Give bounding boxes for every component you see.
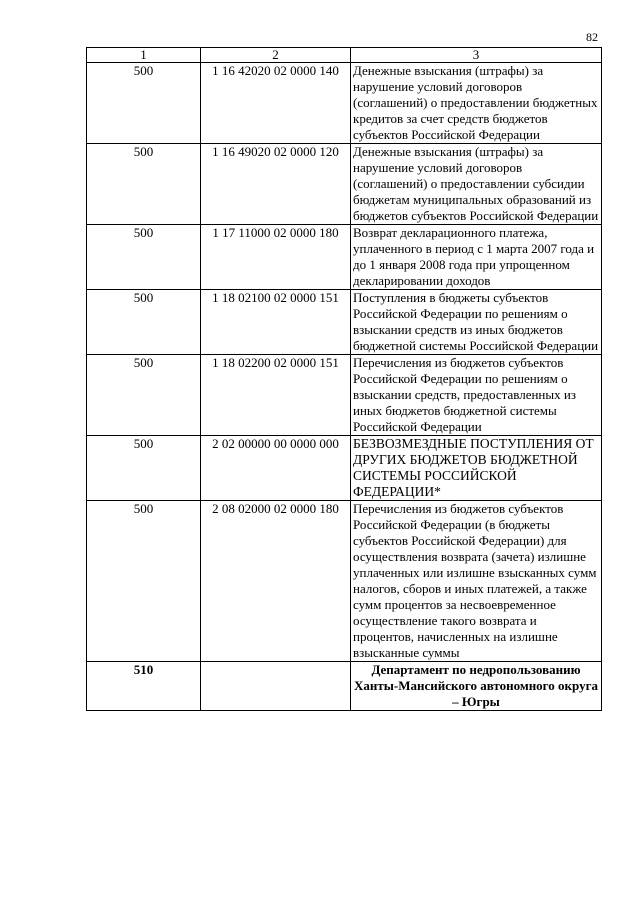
- column-number-2: 2: [201, 48, 351, 63]
- admin-code-cell: 500: [87, 63, 201, 144]
- department-name-cell: Департамент по недропользованию Ханты-Мансийского автономного округа – Югры: [351, 662, 602, 711]
- admin-code-cell: 500: [87, 225, 201, 290]
- admin-code-cell: 500: [87, 144, 201, 225]
- budget-classification-code-cell: 1 16 42020 02 0000 140: [201, 63, 351, 144]
- column-number-3: 3: [351, 48, 602, 63]
- admin-code-cell: 500: [87, 501, 201, 662]
- table-row: [87, 63, 602, 144]
- column-header-row: [87, 48, 602, 63]
- table-row: [87, 436, 602, 501]
- admin-code-cell: 500: [87, 290, 201, 355]
- admin-code-cell: 500: [87, 355, 201, 436]
- budget-classification-code-cell: 2 02 00000 00 0000 000: [201, 436, 351, 501]
- income-name-cell: Возврат декларационного платежа, уплаченного в период с 1 марта 2007 года и до 1 января 2008 года при упрощенном декларировании доходов: [351, 225, 602, 290]
- income-name-cell: Перечисления из бюджетов субъектов Российской Федерации по решениям о взыскании средств, предоставленных из иных бюджетов бюджетной системы Российской Федерации: [351, 355, 602, 436]
- column-number-1: 1: [87, 48, 201, 63]
- department-header-row: [87, 662, 602, 711]
- table-row: [87, 355, 602, 436]
- budget-classification-code-cell: 1 18 02100 02 0000 151: [201, 290, 351, 355]
- table-row: [87, 290, 602, 355]
- budget-classification-code-cell: 1 17 11000 02 0000 180: [201, 225, 351, 290]
- table-row: [87, 501, 602, 662]
- page-number: 82: [586, 30, 598, 44]
- income-name-cell: Поступления в бюджеты субъектов Российской Федерации по решениям о взыскании средств из иных бюджетов бюджетной системы Российской Федерации: [351, 290, 602, 355]
- department-code-cell: 510: [87, 662, 201, 711]
- budget-codes-table: [86, 47, 602, 711]
- income-name-cell: Перечисления из бюджетов субъектов Российской Федерации (в бюджеты субъектов Российской Федерации) для осуществления возврата (зачета) излишне уплаченных или излишне взысканных сумм налогов, сборов и иных платежей, а также сумм процентов за несвоевременное осуществление такого возврата и процентов, начисленных на излишне взысканные суммы: [351, 501, 602, 662]
- department-kbk-cell: [201, 662, 351, 711]
- income-name-cell: Денежные взыскания (штрафы) за нарушение условий договоров (соглашений) о предоставлении субсидии бюджетам муниципальных образований из бюджетов субъектов Российской Федерации: [351, 144, 602, 225]
- income-name-cell: БЕЗВОЗМЕЗДНЫЕ ПОСТУПЛЕНИЯ ОТ ДРУГИХ БЮДЖЕТОВ БЮДЖЕТНОЙ СИСТЕМЫ РОССИЙСКОЙ ФЕДЕРАЦИИ*: [351, 436, 602, 501]
- budget-classification-code-cell: 1 16 49020 02 0000 120: [201, 144, 351, 225]
- table-row: [87, 225, 602, 290]
- budget-classification-code-cell: 2 08 02000 02 0000 180: [201, 501, 351, 662]
- table-row: [87, 144, 602, 225]
- admin-code-cell: 500: [87, 436, 201, 501]
- budget-classification-code-cell: 1 18 02200 02 0000 151: [201, 355, 351, 436]
- income-name-cell: Денежные взыскания (штрафы) за нарушение условий договоров (соглашений) о предоставлении бюджетных кредитов за счет средств бюджетов субъектов Российской Федерации: [351, 63, 602, 144]
